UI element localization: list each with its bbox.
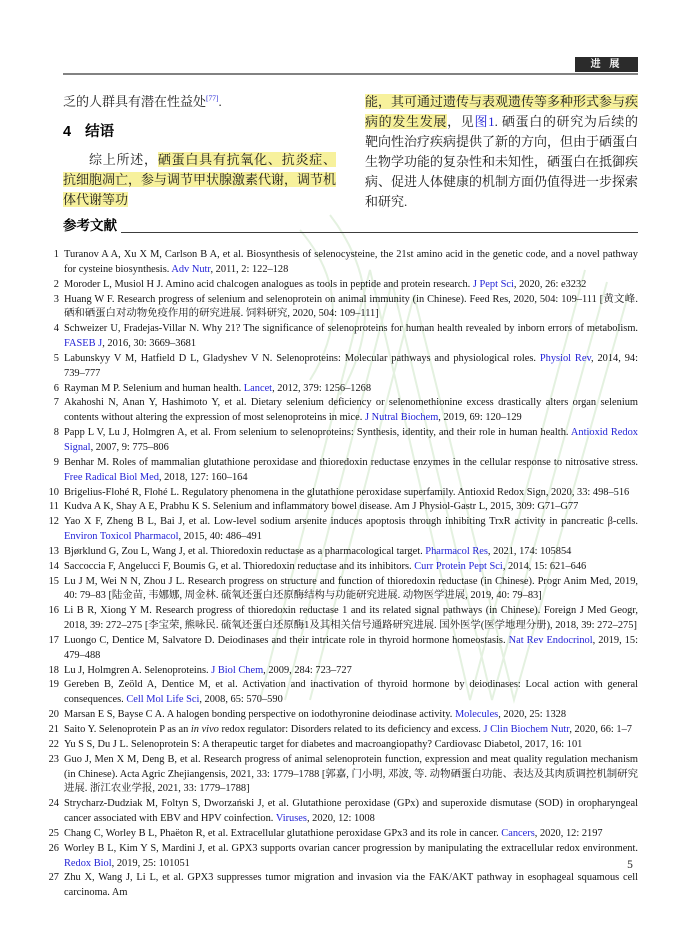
reference-number: 6: [53, 382, 59, 394]
reference-number: 24: [48, 798, 59, 810]
reference-number: 1: [53, 249, 59, 260]
reference-text-segment: , 2020, 26: e3232: [513, 278, 587, 290]
header-rule: [63, 73, 638, 75]
reference-text-segment: Yu S S, Du J L. Selenoprotein S: A therapeutic target for diabetes and macroangiopathy? Cardiovasc Diabetol, 2017, 16: 101: [64, 738, 583, 750]
reference-text-segment: Saito Y. Selenoprotein P as an: [64, 724, 191, 735]
reference-number: 2: [53, 278, 59, 290]
reference-journal-link[interactable]: Free Radical Biol Med: [64, 471, 159, 483]
section-number: 4: [63, 124, 72, 140]
reference-text-segment: Marsan E S, Bayse C A. A halogen bonding perspective on iodothyronine deiodinase activity.: [64, 709, 455, 721]
reference-text-segment: , 2020, 25: 1328: [498, 709, 567, 721]
reference-text-segment: , 2019, 69: 120–129: [438, 412, 522, 424]
reference-number: 18: [48, 664, 59, 676]
reference-item: [44, 500, 638, 515]
conclusion-paragraph-right: [365, 92, 638, 212]
reference-number: 26: [48, 842, 59, 854]
reference-text-segment: Zhu X, Wang J, Li L, et al. GPX3 suppresses tumor migration and invasion via the FAK/AKT pathway in esophageal squamous cell carcinoma. Am: [64, 872, 638, 899]
reference-item: [44, 456, 638, 486]
reference-text-segment: Kudva A K, Shay A E, Prabhu K S. Selenium and inflammatory bowel disease. Am J Physiol-Gastr L, 2015, 309: G71–G77: [64, 501, 579, 513]
reference-text-segment: Brigelius-Flohé R, Flohé L. Regulatory phenomena in the glutathione peroxidase superfamily. Antioxid Redox Sign, 2020, 33: 498–516: [64, 486, 630, 498]
carryover-end: .: [218, 94, 222, 109]
reference-text-segment: Schweizer U, Fradejas-Villar N. Why 21? The significance of selenoproteins for human health revealed by inborn errors of metabolism.: [64, 323, 638, 335]
reference-number: 19: [48, 679, 59, 691]
reference-item: [44, 486, 638, 501]
reference-item: [44, 871, 638, 901]
reference-text: [64, 665, 352, 676]
reference-text-segment: , 2020, 66: 1–7: [569, 724, 632, 735]
reference-text: [64, 249, 638, 275]
reference-text: [64, 457, 638, 483]
reference-journal-link[interactable]: Cell Mol Life Sci: [126, 694, 200, 706]
reference-number: 27: [48, 872, 59, 884]
reference-text: [64, 709, 566, 720]
reference-item: [44, 842, 638, 872]
reference-text: [64, 487, 629, 498]
reference-journal-link[interactable]: J Nutral Biochem: [364, 412, 439, 424]
reference-text-segment: Moroder L, Musiol H J. Amino acid chalcogen analogues as tools in peptide and protein research.: [64, 278, 473, 290]
reference-text: [64, 828, 603, 839]
reference-text-segment: Guo J, Men X M, Deng B, et al. Research progress of animal selenoprotein function, expression and meat quality regulation mechanism (in Chinese). Acta Agric Zhejiangensis, 2021, 33: 1779–1788 [郭嘉, 门小明, 邓波, 等. 动物硒蛋白功能、表达及其肉质调控机制研究进展. 浙江农业学报, 2021, 33: 1779–1788]: [64, 753, 638, 795]
reference-item: [44, 278, 638, 293]
reference-text: [64, 546, 571, 557]
reference-number: 20: [48, 709, 59, 721]
reference-item: [44, 604, 638, 634]
reference-item: [44, 545, 638, 560]
reference-text-segment: Strycharz-Dudziak M, Foltyn S, Dworzański J, et al. Glutathione peroxidase (GPx) and superoxide dismutase (SOD) in oropharyngeal cancer associated with EBV and HPV coinfection.: [64, 798, 638, 825]
reference-number: 11: [48, 501, 59, 513]
reference-journal-link[interactable]: J Biol Chem: [211, 664, 264, 676]
reference-journal-link[interactable]: Lancet: [243, 382, 273, 394]
reference-journal-link[interactable]: Physiol Rev: [539, 352, 591, 364]
reference-number: 14: [48, 560, 59, 572]
reference-text: [64, 724, 632, 735]
reference-item: [44, 322, 638, 352]
reference-number: 16: [48, 605, 59, 617]
reference-text: [64, 798, 638, 824]
reference-text-segment: Li B R, Xiong Y M. Research progress of thioredoxin reductase 1 and its related signal pathways (in Chinese). Foreign J Med Geogr, 2018, 39: 272–275 [李宝荣, 熊咏民. 硫氧还蛋白还原酶1及其相关信号通路研究进展. 国外医学(医学地理分册), 2018, 39: 272–275]: [64, 605, 638, 632]
conclusion-section: [63, 92, 638, 212]
paragraph-plain-text: 综上所述，: [89, 152, 158, 167]
reference-item: [44, 827, 638, 842]
reference-text: [64, 294, 638, 320]
reference-text-segment: , 2014, 94: 739–777: [64, 352, 638, 379]
reference-journal-link[interactable]: Environ Toxicol Pharmacol: [64, 531, 179, 543]
reference-number: 17: [48, 634, 59, 646]
reference-item: [44, 515, 638, 545]
reference-journal-link[interactable]: Viruses: [275, 813, 307, 825]
reference-item: [44, 396, 638, 426]
reference-item: [44, 634, 638, 664]
paragraph-plain-text: ，见: [447, 114, 475, 129]
paragraph-plain-text: . 硒蛋白的研究为后续的靶向性治疗疾病提供了新的方向，但由于硒蛋白生物学功能的复杂性和未知性，硒蛋白在抵御疾病、促进人体健康的机制方面仍值得进一步探索和研究.: [365, 114, 639, 209]
reference-text-segment: Papp L V, Lu J, Holmgren A, et al. From selenium to selenoproteins: Synthesis, identity, and their role in human health.: [64, 427, 571, 439]
reference-text-segment: , 2021, 174: 105854: [487, 545, 572, 557]
reference-text: [64, 635, 638, 661]
reference-text-segment: , 2015, 40: 486–491: [178, 531, 262, 543]
reference-text-segment: Saccoccia F, Angelucci F, Boumis G, et al. Thioredoxin reductase and its inhibitors.: [64, 560, 415, 572]
reference-text-segment: Labunskyy V M, Hatfield D L, Gladyshev V N. Selenoproteins: Molecular pathways and physiological roles.: [64, 352, 540, 364]
reference-item: [44, 753, 638, 798]
reference-text-segment: Huang W F. Research progress of selenium and selenoprotein on animal immunity (in Chinese). Feed Res, 2020, 504: 109–111 [黄文峰. 硒和硒蛋白对动物免疫作用的研究进展. 饲料研究, 2020, 504: 109–111]: [64, 293, 638, 320]
reference-item: [44, 293, 638, 323]
references-heading: [63, 217, 638, 235]
section-heading: [63, 122, 336, 142]
reference-text: [64, 754, 638, 795]
reference-text-segment: Gereben B, Zeöld A, Dentice M, et al. Activation and inactivation of thyroid hormone by deiodinases: Local action with general consequences.: [64, 679, 638, 706]
reference-journal-link[interactable]: J Pept Sci: [472, 278, 514, 290]
reference-text-segment: , 2020, 12: 2197: [534, 827, 603, 839]
reference-item: [44, 664, 638, 679]
carryover-text: 乏的人群具有潜在性益处: [63, 94, 207, 109]
reference-text-segment: Akahoshi N, Anan Y, Hashimoto Y, et al. Dietary selenium deficiency or selenomethionine excess drastically alters organ selenium contents without altering the expression of most selenoproteins in mice.: [64, 397, 638, 424]
reference-item: [44, 708, 638, 723]
reference-text: [64, 323, 638, 349]
reference-number: 5: [53, 352, 59, 364]
reference-text: [64, 397, 638, 423]
reference-journal-link[interactable]: J Clin Biochem Nutr: [483, 724, 570, 735]
reference-journal-link[interactable]: Adv Nutr: [171, 263, 211, 275]
reference-text: [64, 739, 582, 750]
reference-text: [64, 427, 638, 453]
reference-text: [64, 501, 578, 512]
reference-text-segment: Lu J M, Wei N N, Zhou J L. Research progress on structure and function of thioredoxin reductase (in Chinese). Progr Anim Med, 2019, 40: 79–83 [陆金苗, 韦娜娜, 周金林. 硫氧还蛋白还原酶结构与功能研究进展. 动物医学进展, 2019, 40: 79–83]: [64, 575, 638, 602]
reference-text: [64, 605, 638, 631]
reference-text-segment: Bjørklund G, Zou L, Wang J, et al. Thioredoxin reductase as a pharmacological target.: [64, 545, 426, 557]
reference-number: 13: [48, 545, 59, 557]
section-tag: 进 展: [575, 57, 638, 72]
reference-item: [44, 738, 638, 753]
reference-text-segment: Turanov A A, Xu X M, Carlson B A, et al. Biosynthesis of selenocysteine, the 21st amino acid in the genetic code, and a novel pathway for cysteine biosynthesis.: [64, 249, 638, 275]
references-rule: [121, 232, 638, 233]
reference-journal-link[interactable]: Cancers: [501, 827, 535, 839]
reference-text: [64, 576, 638, 602]
reference-text-segment: , 2007, 9: 775–806: [90, 441, 169, 453]
reference-number: 9: [53, 456, 59, 468]
reference-item: [44, 352, 638, 382]
reference-text-segment: , 2018, 127: 160–164: [158, 471, 248, 483]
intro-left-column: [63, 92, 336, 212]
reference-text: [64, 516, 638, 542]
intro-right-column: [365, 92, 638, 212]
reference-text: [64, 843, 638, 869]
reference-number: 3: [53, 293, 59, 305]
reference-journal-link[interactable]: Nat Rev Endocrinol: [508, 634, 593, 646]
reference-number: 7: [53, 397, 59, 409]
references-title: 参考文献: [63, 218, 117, 233]
section-title: 结语: [85, 124, 115, 140]
reference-journal-link[interactable]: Redox Biol: [64, 857, 112, 869]
reference-text-segment: , 2019, 15: 479–488: [64, 634, 639, 661]
highlight-span: 能，其可通过遗传与表观遗传等多种形式参与疾病的发生发展: [365, 94, 639, 129]
conclusion-paragraph-left: [63, 150, 336, 210]
reference-text-segment: Yao X F, Zheng B L, Bai J, et al. Low-level sodium arsenite induces apoptosis through inhibiting TrxR activity in pancreatic β-cells.: [64, 516, 638, 528]
reference-text-segment: , 2008, 65: 570–590: [199, 694, 283, 706]
reference-journal-link[interactable]: Molecules: [454, 709, 499, 721]
reference-item: [44, 248, 638, 278]
reference-item: [44, 382, 638, 397]
reference-text-segment: redox regulator: Disorders related to its deficiency and excess.: [218, 724, 484, 735]
italic-term: in vivo: [190, 724, 219, 735]
reference-item: [44, 575, 638, 605]
reference-item: [44, 560, 638, 575]
reference-number: 22: [48, 738, 59, 750]
reference-number: 23: [48, 753, 59, 765]
reference-journal-link[interactable]: Curr Protein Pept Sci: [414, 560, 503, 572]
reference-text-segment: Benhar M. Roles of mammalian glutathione peroxidase and thioredoxin reductase enzymes in the cellular response to nitrosative stress.: [64, 456, 638, 468]
reference-text: [64, 561, 586, 572]
reference-text-segment: , 2020, 12: 1008: [306, 813, 375, 825]
reference-number: 10: [48, 486, 59, 498]
citation-superscript-link[interactable]: [77]: [206, 93, 219, 103]
reference-journal-link[interactable]: Pharmacol Res: [425, 545, 488, 557]
reference-text-segment: , 2012, 379: 1256–1268: [272, 382, 372, 394]
reference-text: [64, 279, 586, 290]
figure-link[interactable]: 图1: [474, 114, 495, 129]
page-number: 5: [627, 859, 633, 871]
reference-item: [44, 723, 638, 738]
reference-text-segment: Chang C, Worley B L, Phaëton R, et al. Extracellular glutathione peroxidase GPx3 and its role in cancer.: [64, 827, 502, 839]
highlight-span: 硒蛋白具有抗氧化、抗炎症、抗细胞凋亡，参与调节甲状腺激素代谢，调节机体代谢等功: [63, 152, 337, 207]
reference-item: [44, 797, 638, 827]
reference-text: [64, 353, 638, 379]
reference-journal-link[interactable]: FASEB J: [64, 338, 103, 350]
reference-journal-link[interactable]: Antioxid Redox Signal: [64, 427, 638, 453]
reference-text-segment: , 2014, 15: 621–646: [502, 560, 587, 572]
reference-item: [44, 678, 638, 708]
reference-text-segment: Worley B L, Kim Y S, Mardini J, et al. GPX3 supports ovarian cancer progression by manipulating the extracellular redox environment.: [64, 842, 638, 854]
reference-text-segment: Luongo C, Dentice M, Salvatore D. Deiodinases and their intricate role in thyroid hormone homeostasis.: [64, 634, 509, 646]
reference-text-segment: , 2016, 30: 3669–3681: [102, 338, 197, 350]
reference-number: 12: [48, 516, 59, 528]
carryover-paragraph: [63, 92, 336, 112]
reference-number: 4: [53, 323, 59, 335]
reference-item: [44, 426, 638, 456]
reference-text: [64, 383, 371, 394]
reference-number: 25: [48, 827, 59, 839]
reference-text: [64, 872, 638, 898]
reference-number: 8: [53, 427, 59, 439]
reference-text: [64, 679, 638, 705]
reference-text-segment: , 2019, 25: 101051: [111, 857, 190, 869]
reference-text-segment: Lu J, Holmgren A. Selenoproteins.: [64, 664, 212, 676]
reference-text-segment: Rayman M P. Selenium and human health.: [64, 382, 244, 394]
reference-text-segment: , 2009, 284: 723–727: [263, 664, 352, 676]
reference-number: 15: [48, 575, 59, 587]
reference-number: 21: [48, 724, 59, 735]
reference-text-segment: , 2011, 2: 122–128: [210, 263, 289, 275]
reference-list: [44, 248, 638, 901]
